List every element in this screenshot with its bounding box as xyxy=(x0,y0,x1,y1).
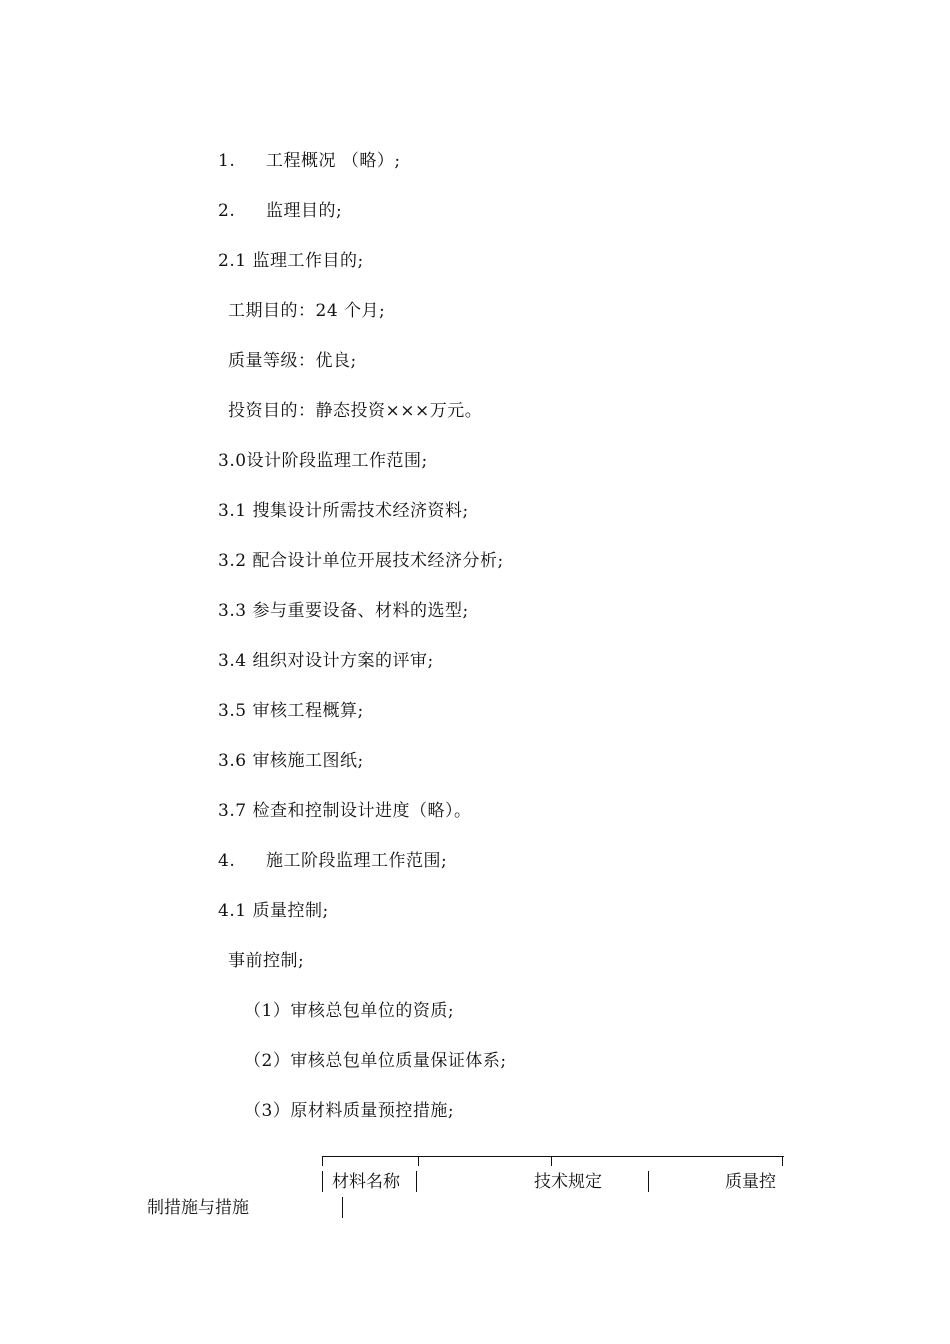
text-line: 质量等级：优良; xyxy=(228,351,357,371)
text-line: 3.1 搜集设计所需技术经济资料; xyxy=(218,501,469,521)
table-border xyxy=(648,1171,649,1192)
text-line: 2.1 监理工作目的; xyxy=(218,251,364,271)
text-line: 3.2 配合设计单位开展技术经济分析; xyxy=(218,551,504,571)
text-line: 3.0设计阶段监理工作范围; xyxy=(218,451,428,471)
section-number: 4. xyxy=(218,851,236,871)
list-item: （1）审核总包单位的资质; xyxy=(244,1001,455,1021)
text-line: 4.1 质量控制; xyxy=(218,901,329,921)
header-material-name: 材料名称 xyxy=(332,1172,400,1192)
text-line: 3.4 组织对设计方案的评审; xyxy=(218,651,434,671)
text-line: 3.3 参与重要设备、材料的选型; xyxy=(218,601,469,621)
section-number: 1. xyxy=(218,151,236,171)
header-quality-control: 质量控 xyxy=(725,1172,776,1192)
text-line: 事前控制; xyxy=(228,951,305,971)
section-number: 2. xyxy=(218,201,236,221)
table-border xyxy=(322,1171,323,1192)
table-tick xyxy=(551,1156,552,1166)
text-line: 3.5 审核工程概算; xyxy=(218,701,364,721)
table-border xyxy=(416,1171,417,1192)
section-4-heading xyxy=(218,849,447,873)
header-quality-control-cont: 制措施与措施 xyxy=(147,1198,249,1218)
text-line: 投资目的：静态投资×××万元。 xyxy=(228,401,483,421)
text-line: 工期目的：24 个月; xyxy=(228,301,386,321)
table-tick xyxy=(418,1156,419,1166)
section-title: 监理目的; xyxy=(266,201,343,221)
table-top-rule xyxy=(322,1156,784,1157)
list-item: （2）审核总包单位质量保证体系; xyxy=(244,1051,507,1071)
section-title: 工程概况 （略）; xyxy=(266,151,401,171)
text-line: 3.6 审核施工图纸; xyxy=(218,751,364,771)
section-2-heading xyxy=(218,199,342,223)
section-title: 施工阶段监理工作范围; xyxy=(266,851,448,871)
text-line: 3.7 检查和控制设计进度（略）。 xyxy=(218,801,472,821)
section-1-heading xyxy=(218,149,401,173)
table-tick xyxy=(782,1156,783,1166)
table-tick xyxy=(322,1156,323,1166)
header-tech-spec: 技术规定 xyxy=(534,1172,602,1192)
table-border xyxy=(342,1197,343,1218)
list-item: （3）原材料质量预控措施; xyxy=(244,1101,455,1121)
